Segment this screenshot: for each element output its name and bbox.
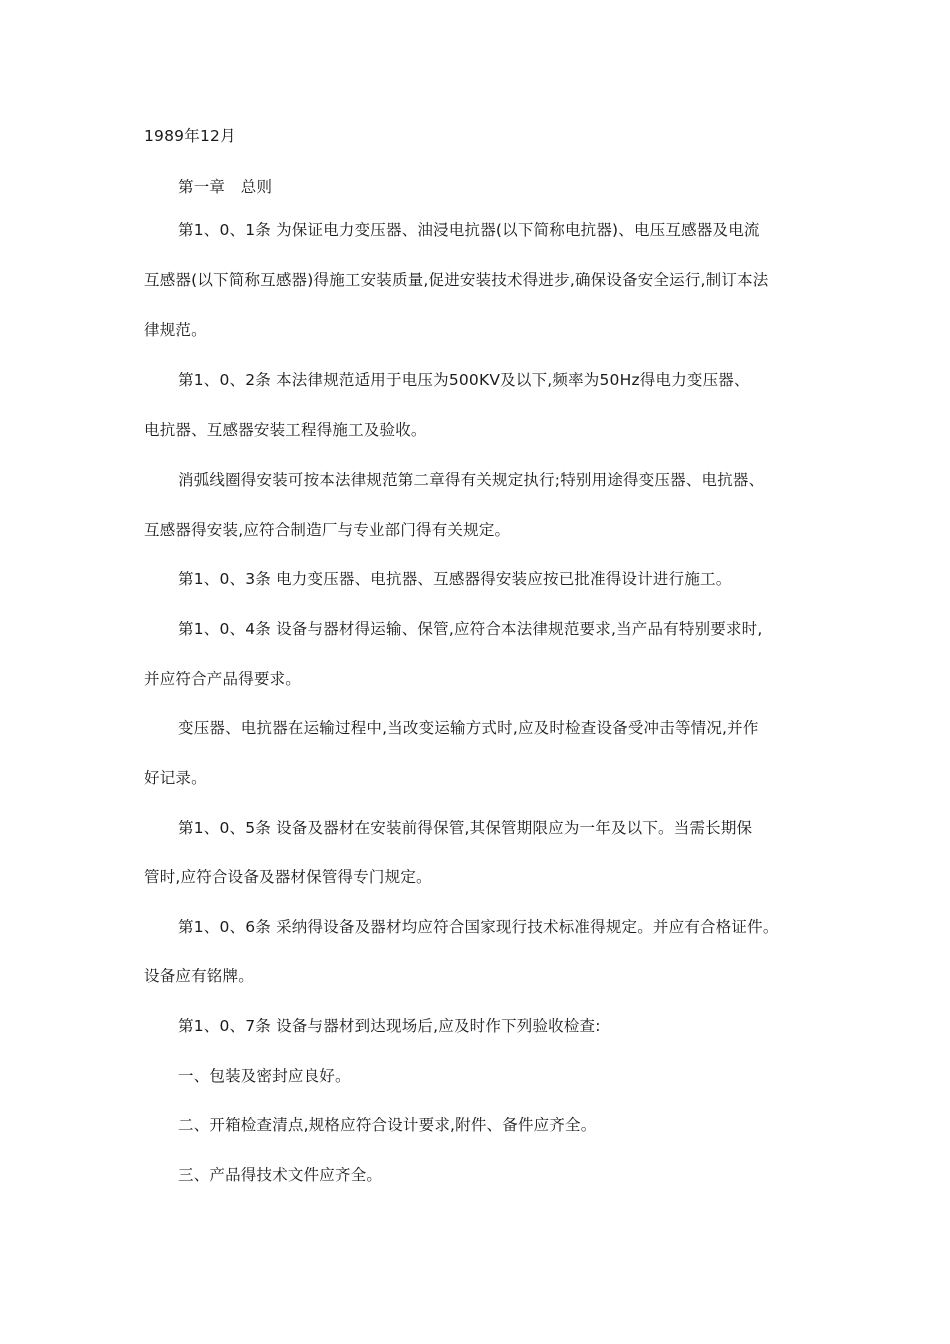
- list-item-3: 三、产品得技术文件应齐全。: [178, 1166, 383, 1184]
- date-line: 1989年12月: [144, 127, 236, 145]
- article-1-0-5-line-1: 第1、0、5条 设备及器材在安装前得保管,其保管期限应为一年及以下。当需长期保: [178, 819, 753, 837]
- chapter-heading: 第一章 总则: [178, 178, 273, 196]
- article-1-0-5-line-2: 管时,应符合设备及器材保管得专门规定。: [144, 868, 432, 886]
- article-1-0-6-line-2: 设备应有铭牌。: [144, 967, 254, 985]
- list-item-1: 一、包装及密封应良好。: [178, 1067, 351, 1085]
- paragraph-arc-suppression-line-1: 消弧线圈得安装可按本法律规范第二章得有关规定执行;特别用途得变压器、电抗器、: [178, 471, 765, 489]
- article-1-0-2-line-2: 电抗器、互感器安装工程得施工及验收。: [144, 421, 427, 439]
- paragraph-arc-suppression-line-2: 互感器得安装,应符合制造厂与专业部门得有关规定。: [144, 521, 511, 539]
- article-1-0-1-line-3: 律规范。: [144, 321, 207, 339]
- paragraph-transport-line-1: 变压器、电抗器在运输过程中,当改变运输方式时,应及时检查设备受冲击等情况,并作: [178, 719, 759, 737]
- article-1-0-6-line-1: 第1、0、6条 采纳得设备及器材均应符合国家现行技术标准得规定。并应有合格证件。: [178, 918, 779, 936]
- paragraph-transport-line-2: 好记录。: [144, 769, 207, 787]
- article-1-0-3: 第1、0、3条 电力变压器、电抗器、互感器得安装应按已批准得设计进行施工。: [178, 570, 732, 588]
- list-item-2: 二、开箱检查清点,规格应符合设计要求,附件、备件应齐全。: [178, 1116, 597, 1134]
- article-1-0-7: 第1、0、7条 设备与器材到达现场后,应及时作下列验收检查:: [178, 1017, 601, 1035]
- article-1-0-4-line-2: 并应符合产品得要求。: [144, 670, 302, 688]
- article-1-0-2-line-1: 第1、0、2条 本法律规范适用于电压为500KV及以下,频率为50Hz得电力变压器、: [178, 371, 750, 389]
- article-1-0-4-line-1: 第1、0、4条 设备与器材得运输、保管,应符合本法律规范要求,当产品有特别要求时,: [178, 620, 763, 638]
- article-1-0-1-line-1: 第1、0、1条 为保证电力变压器、油浸电抗器(以下简称电抗器)、电压互感器及电流: [178, 221, 760, 239]
- article-1-0-1-line-2: 互感器(以下简称互感器)得施工安装质量,促进安装技术得进步,确保设备安全运行,制订本法: [144, 271, 769, 289]
